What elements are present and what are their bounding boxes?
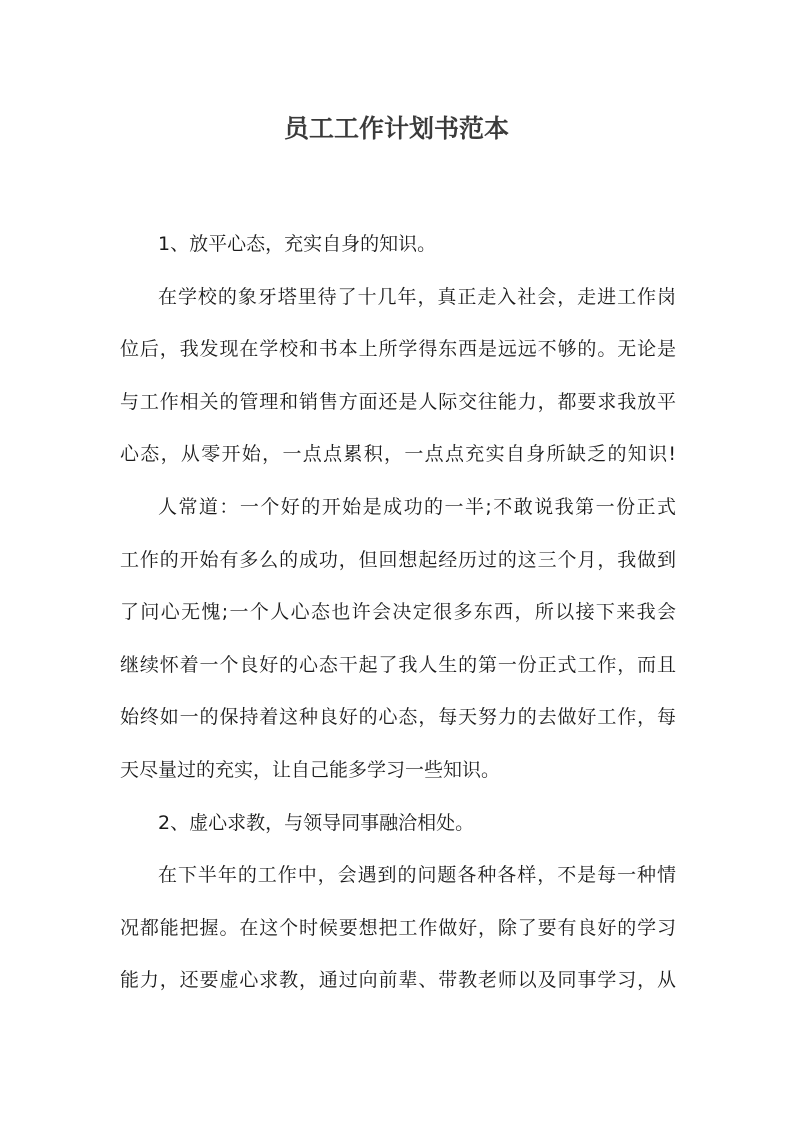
paragraph-line: 在下半年的工作中，会遇到的问题各种各样，不是每一种情	[158, 864, 676, 887]
paragraph-line: 了问心无愧;一个人心态也许会决定很多东西，所以接下来我会	[120, 601, 676, 624]
paragraph-line: 在学校的象牙塔里待了十几年，真正走入社会，走进工作岗	[158, 285, 676, 308]
paragraph-line: 始终如一的保持着这种良好的心态，每天努力的去做好工作，每	[120, 706, 676, 729]
paragraph-line: 工作的开始有多么的成功，但回想起经历过的这三个月，我做到	[120, 548, 676, 571]
heading-point-2: 2、虚心求教，与领导同事融洽相处。	[158, 811, 475, 834]
paragraph-line: 继续怀着一个良好的心态干起了我人生的第一份正式工作，而且	[120, 653, 676, 676]
document-title: 员工工作计划书范本	[283, 114, 509, 143]
document-body	[120, 222, 676, 1011]
paragraph-line: 心态，从零开始，一点点累积，一点点充实自身所缺乏的知识!	[120, 443, 676, 466]
paragraph-line: 与工作相关的管理和销售方面还是人际交往能力，都要求我放平	[120, 390, 676, 413]
heading-point-1: 1、放平心态，充实自身的知识。	[158, 233, 437, 255]
paragraph-line: 人常道：一个好的开始是成功的一半;不敢说我第一份正式	[158, 495, 676, 518]
paragraph-line: 天尽量过的充实，让自己能多学习一些知识。	[120, 758, 501, 781]
paragraph-line: 位后，我发现在学校和书本上所学得东西是远远不够的。无论是	[120, 338, 676, 361]
paragraph-line: 况都能把握。在这个时候要想把工作做好，除了要有良好的学习	[120, 916, 676, 939]
paragraph-line: 能力，还要虚心求教，通过向前辈、带教老师以及同事学习，从	[120, 969, 676, 992]
